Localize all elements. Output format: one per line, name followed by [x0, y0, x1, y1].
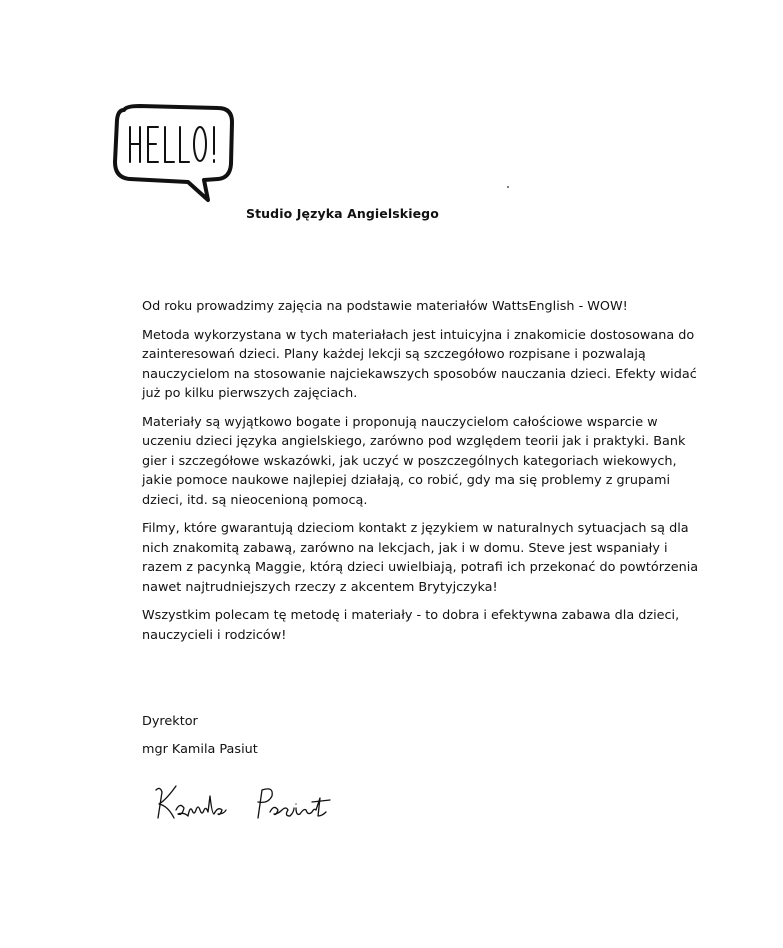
signer-name: mgr Kamila Pasiut	[142, 742, 258, 757]
letter-body	[142, 297, 702, 654]
letter-closing	[142, 712, 258, 768]
paragraph-method: Metoda wykorzystana w tych materiałach jest intuicyjna i znakomicie dostosowana do zainteresowań dzieci. Plany każdej lekcji są szczegółowo rozpisane i pozwalają nauczycielom na stosowanie najciekawszych sposobów nauczania dzieci. Efekty widać już po kilku pierwszych zajęciach.	[142, 327, 697, 401]
paragraph-intro: Od roku prowadzimy zajęcia na podstawie materiałów WattsEnglish - WOW!	[142, 299, 628, 314]
organization-name: Studio Języka Angielskiego	[246, 206, 439, 221]
hello-logo	[110, 100, 240, 210]
handwritten-signature	[146, 776, 356, 826]
paragraph-films: Filmy, które gwarantują dzieciom kontakt z językiem w naturalnych sytuacjach są dla nich znakomitą zabawą, zarówno na lekcjach, jak i w domu. Steve jest wspaniały i razem z pacynką Maggie, którą dzieci uwielbiają, potrafi ich przekonać do powtórzenia nawet najtrudniejszych rzeczy z akcentem Brytyjczyka!	[142, 521, 699, 595]
paragraph-recommendation: Wszystkim polecam tę metodę i materiały - to dobra i efektywna zabawa dla dzieci, nauczycieli i rodziców!	[142, 608, 680, 643]
paragraph-materials: Materiały są wyjątkowo bogate i proponują nauczycielom całościowe wsparcie w uczeniu dzieci języka angielskiego, zarówno pod względem teorii jak i praktyki. Bank gier i szczegółowe wskazówki, jak uczyć w poszczególnych kategoriach wiekowych, jakie pomoce naukowe najlepiej działają, co robić, gdy ma się problemy z grupami dzieci, itd. są nieocenioną pomocą.	[142, 414, 686, 508]
signer-role: Dyrektor	[142, 714, 198, 729]
scan-speck	[507, 186, 509, 188]
